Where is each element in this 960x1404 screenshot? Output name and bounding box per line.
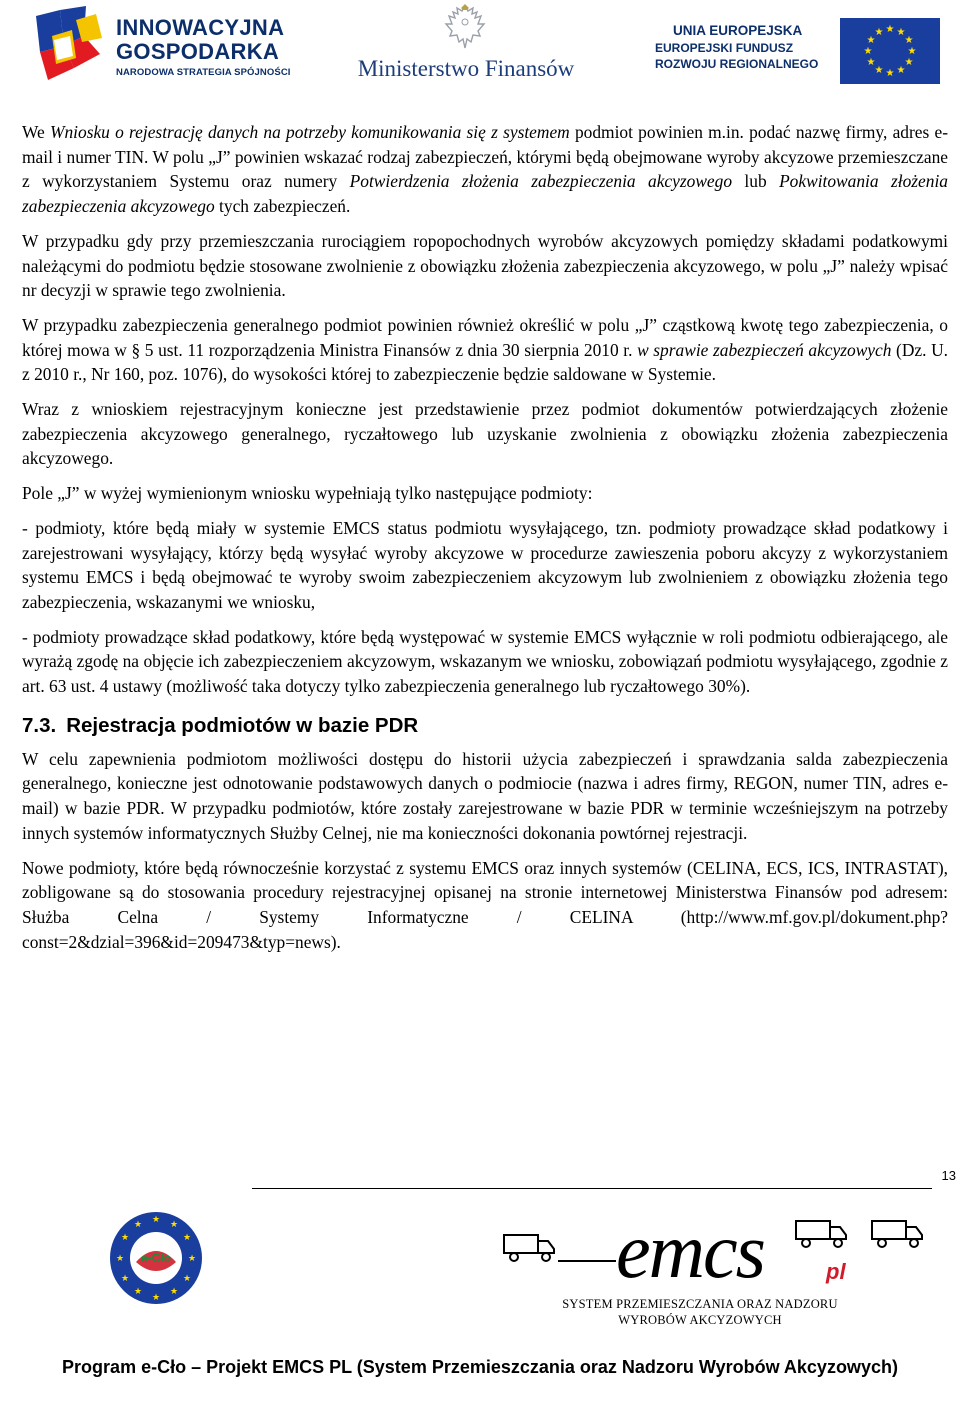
paragraph-pole-j: Pole „J” w wyżej wymienionym wniosku wypełniają tylko następujące podmioty: (22, 483, 593, 504)
section-heading (22, 713, 948, 739)
list-item-podmioty-odbierajace: - podmioty prowadzące skład podatkowy, które będą występować w systemie EMCS wyłącznie w roli podmiotu odbierającego, ale wyrażą zgodę na objęcie ich zabezpieczeniem akcyzowym, wskazanym we wniosku, zobowiązań podmiotu wysyłającego, zgodnie z art. 63 ust. 4 ustawy (możliwość taka dotyczy tylko zabezpieczenia generalnego lub ryczałtowego 30%). (22, 626, 948, 697)
paragraph-rurociag: W przypadku gdy przy przemieszczania rurociągiem ropopochodnych wyrobów akcyzowych pomiędzy składami podatkowymi należącymi do podmiotu będzie stosowane zwolnienie z obowiązku złożenia zabezpieczenia akcyzowego, w polu „J” należy wpisać nr decyzji w sprawie tego zwolnienia. (22, 230, 948, 301)
truck-icon (796, 1221, 846, 1247)
svg-text:★: ★ (151, 1293, 161, 1303)
ig-logo-line1: INNOWACYJNA (116, 15, 285, 40)
p3-text-c: (Dz. U. z 2010 r., Nr 160, poz. 1076), do wysokości której to zabezpieczenie będzie saldowane w Systemie. (22, 339, 948, 385)
eu-logo-text (655, 22, 818, 72)
section-number: 7.3. (22, 713, 57, 737)
svg-text:★: ★ (187, 1254, 197, 1264)
svg-text:★: ★ (169, 1287, 179, 1297)
paragraph-wniosek (22, 120, 948, 219)
program-footer-text: Program e-Cło – Projekt EMCS PL (System Przemieszczania oraz Nadzoru Wyrobów Akcyzowych) (62, 1357, 898, 1377)
svg-text:★: ★ (885, 68, 895, 79)
ministerstwo-finansow-logo (348, 4, 584, 90)
emcs-subtitle-line2: WYROBÓW AKCYZOWYCH (618, 1313, 782, 1327)
eu-logo-line1: UNIA EUROPEJSKA (673, 23, 803, 38)
paragraph-baza-pdr: W celu zapewnienia podmiotom możliwości dostępu do historii użycia zabezpieczeń i sprawdzania salda zabezpieczenia generalnego, konieczne jest odnotowanie podstawowych danych o podmiocie (nazwa i adres firmy, REGON, numer TIN, adres e-mail) w bazie PDR. W przypadku podmiotów, które zostały zarejestrowane w bazie PDR w terminie wcześniejszym na potrzeby innych systemów informatycznych Służby Celnej, nie ma konieczności dokonania powtórnej rejestracji. (22, 748, 948, 843)
svg-text:★: ★ (885, 24, 895, 35)
ministerstwo-finansow-text: Ministerstwo Finansów (357, 56, 575, 81)
svg-text:★: ★ (907, 46, 917, 57)
svg-text:★: ★ (182, 1233, 192, 1243)
paragraph-wraz-z-wnioskiem: Wraz z wnioskiem rejestracyjnym konieczne jest przedstawienie przez podmiot dokumentów potwierdzających złożenie zabezpieczenia akcyzowego generalnego, ryczałtowego lub uzyskanie zwolnienia z obowiązku złożenia zabezpieczenia akcyzowego. (22, 399, 948, 469)
p3-italic-title: w sprawie zabezpieczeń akcyzowych (637, 339, 892, 360)
unia-europejska-logo (655, 18, 945, 88)
svg-text:★: ★ (182, 1274, 192, 1284)
svg-text:★: ★ (866, 35, 876, 46)
eu-logo-line3: ROZWOJU REGIONALNEGO (655, 57, 819, 71)
ig-logo-line2: GOSPODARKA (116, 39, 280, 64)
e-clo-logo (108, 1210, 204, 1306)
ig-logo-line3: NARODOWA STRATEGIA SPÓJNOŚCI (116, 67, 291, 78)
list-item-podmioty-wysylajace: - podmioty, które będą miały w systemie EMCS status podmiotu wysyłającego, tzn. podmioty prowadzące skład podatkowy i zarejestrowani wysyłający, którzy będą wysyłać wyroby akcyzowe w procedurze zawieszenia poboru akcyzy z wykorzystaniem systemu EMCS i będą obejmować te wyroby swoim zabezpieczeniem akcyzowym lub zwolnieniem z obowiązku złożenia tego zabezpieczenia, wskazanymi we wniosku, (22, 517, 948, 612)
p1-italic-wniosek: Wniosku o rejestrację danych na potrzeby komunikowania się z systemem (49, 122, 570, 142)
p1-text-e: lub (732, 171, 780, 192)
eu-logo-line2: EUROPEJSKI FUNDUSZ (655, 41, 794, 55)
svg-text:★: ★ (904, 57, 914, 68)
svg-text:★: ★ (151, 1215, 161, 1225)
svg-text:★: ★ (874, 27, 884, 38)
svg-text:★: ★ (863, 46, 873, 57)
paragraph-zabezpieczenie-generalne (22, 313, 948, 387)
svg-text:★: ★ (133, 1287, 143, 1297)
p1-text-a: We (22, 122, 50, 142)
truck-icon (872, 1221, 922, 1247)
emcs-logo-text: emcs (616, 1207, 764, 1294)
svg-text:★: ★ (866, 57, 876, 68)
section-title: Rejestracja podmiotów w bazie PDR (66, 713, 419, 737)
svg-text:★: ★ (904, 35, 914, 46)
p1-text-g: tych zabezpieczeń. (214, 196, 351, 217)
paragraph-nowe-podmioty: Nowe podmioty, które będą równocześnie korzystać z systemu EMCS oraz innych systemów (CELINA, ECS, ICS, INTRASTAT), zobligowane są do stosowania procedury rejestracyjnej opisanej na stronie internetowej Ministerstwa Finansów pod adresem: Służba Celna / Systemy Informatyczne / CELINA (http://www.mf.gov.pl/dokument.php?const=2&dzial=396&id=209473&typ=news). (22, 857, 948, 952)
truck-icon (504, 1235, 554, 1261)
p1-italic-pokwitowanie: Pokwitowania złożenia zabezpieczenia akcyzowego (22, 171, 948, 217)
ig-logo-text (116, 16, 291, 80)
svg-text:★: ★ (896, 27, 906, 38)
svg-text:★: ★ (896, 65, 906, 76)
svg-text:★: ★ (120, 1233, 130, 1243)
emcs-pl-logo (496, 1205, 956, 1297)
innowacyjna-gospodarka-logo (30, 6, 300, 82)
page-header (0, 0, 960, 95)
p1-text-c: podmiot powinien m.in. podać nazwę firmy, adres e-mail i numer TIN. W polu „J” powinien wskazać rodzaj zabezpieczeń, którymi będą obejmowane wyroby akcyzowe przemieszczane z wykorzystaniem Systemu oraz numery (22, 122, 949, 192)
e-clo-logo-text: e-Cło (141, 1251, 171, 1265)
emcs-subtitle (520, 1296, 880, 1328)
svg-text:★: ★ (120, 1274, 130, 1284)
p3-text-a: W przypadku zabezpieczenia generalnego podmiot powinien również określić w polu „J” cząstkową kwotę tego zabezpieczenia, o której mowa w § 5 ust. 11 rozporządzenia Ministra Finansów z dnia 30 sierpnia 2010 r. (22, 314, 948, 360)
ig-flag-icon (30, 6, 110, 82)
svg-text:★: ★ (874, 65, 884, 76)
p1-italic-potwierdzenie: Potwierdzenia złożenia zabezpieczenia akcyzowego (349, 171, 733, 192)
svg-text:★: ★ (133, 1220, 143, 1230)
document-body (22, 120, 948, 964)
emcs-logo-suffix: pl (826, 1259, 846, 1284)
footer-divider (252, 1188, 932, 1189)
eagle-icon (444, 4, 486, 50)
eu-flag-icon (840, 18, 940, 84)
emcs-subtitle-line1: SYSTEM PRZEMIESZCZANIA ORAZ NADZORU (562, 1297, 838, 1311)
svg-text:★: ★ (169, 1220, 179, 1230)
svg-text:★: ★ (115, 1254, 125, 1264)
page-number: 13 (941, 1168, 956, 1183)
